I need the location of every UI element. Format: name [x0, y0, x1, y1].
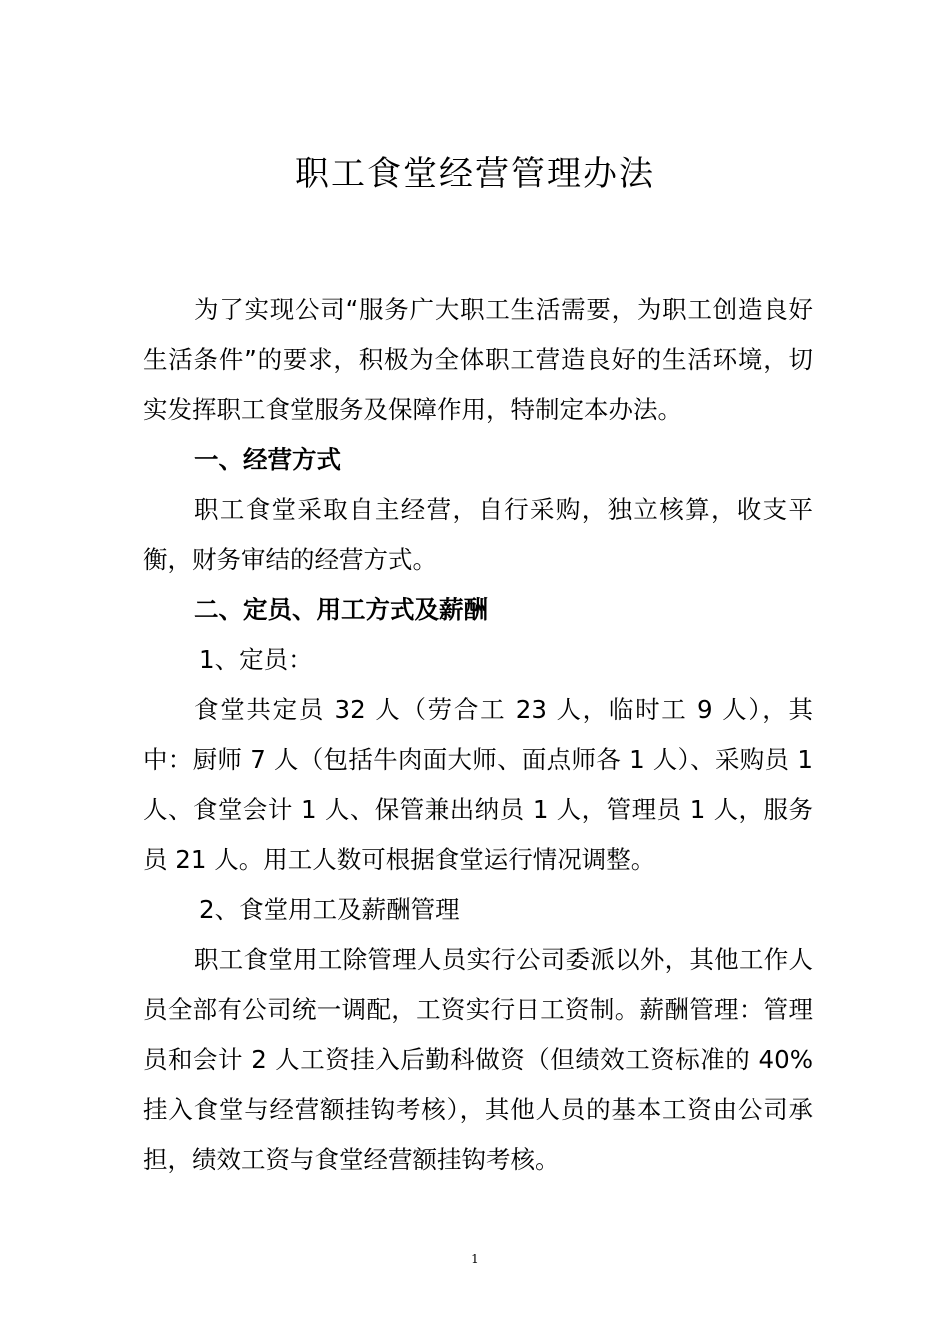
subsection-heading-2: 2、食堂用工及薪酬管理 [199, 895, 460, 924]
document-title: 职工食堂经营管理办法 [295, 154, 655, 194]
page-number: 1 [471, 1252, 479, 1266]
section-heading-1: 一、经营方式 [194, 445, 341, 474]
staffing-paragraph: 食堂共定员 32 人（劳合工 23 人，临时工 9 人），其中：厨师 7 人（包括牛肉面大师、面点师各 1 人）、采购员 1 人、食堂会计 1 人、保管兼出纳员 1 人，管理员 1 人，服务员 21 人。用工人数可根据食堂运行情况调整。 [143, 695, 813, 874]
document-body [143, 285, 813, 1185]
intro-paragraph: 为了实现公司“服务广大职工生活需要，为职工创造良好生活条件”的要求，积极为全体职工营造良好的生活环境，切实发挥职工食堂服务及保障作用，特制定本办法。 [143, 295, 813, 424]
section-1-paragraph: 职工食堂采取自主经营，自行采购，独立核算，收支平衡，财务审结的经营方式。 [143, 495, 813, 574]
section-heading-2: 二、定员、用工方式及薪酬 [194, 595, 488, 624]
subsection-heading-1: 1、定员： [199, 645, 313, 674]
salary-paragraph: 职工食堂用工除管理人员实行公司委派以外，其他工作人员全部有公司统一调配，工资实行日工资制。薪酬管理：管理员和会计 2 人工资挂入后勤科做资（但绩效工资标准的 40%挂入食堂与经营额挂钩考核），其他人员的基本工资由公司承担，绩效工资与食堂经营额挂钩考核。 [143, 945, 813, 1174]
